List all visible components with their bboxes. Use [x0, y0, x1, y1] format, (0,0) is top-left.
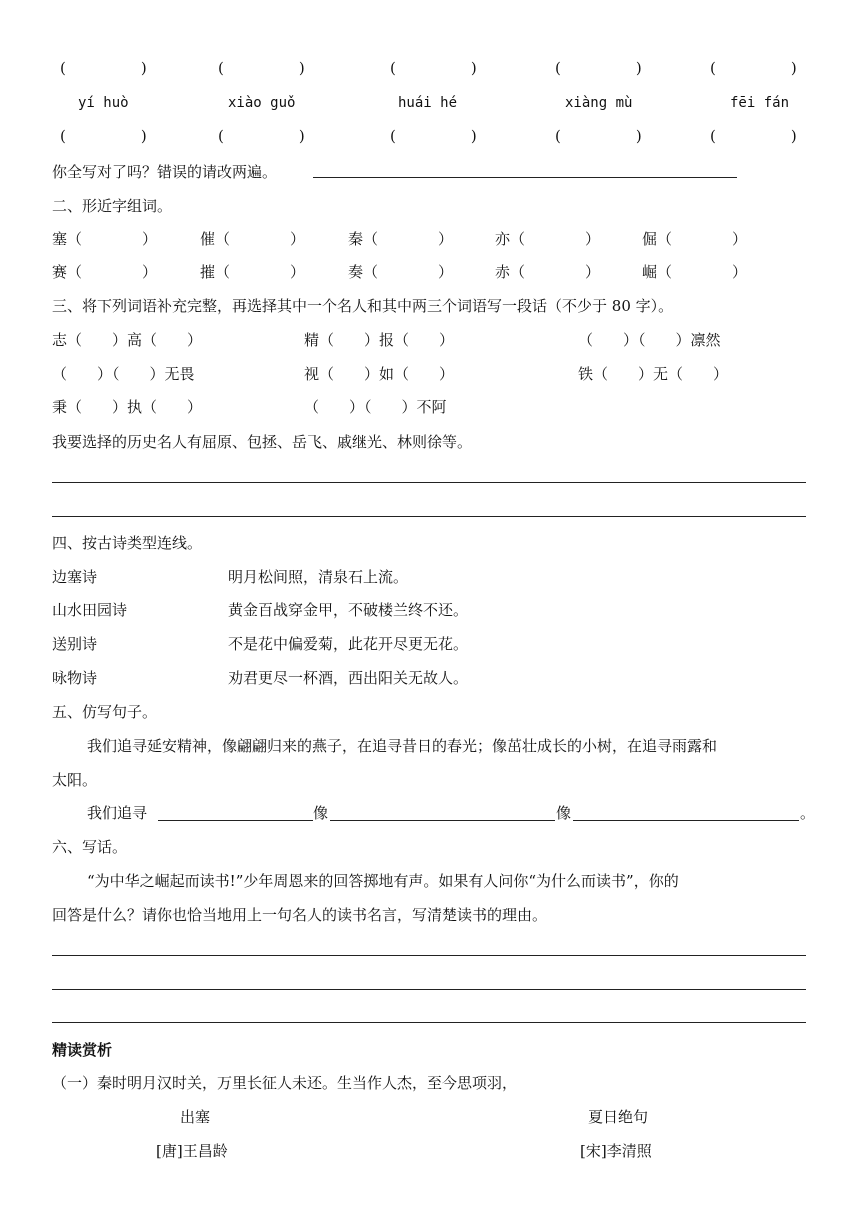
idiom-item[interactable]: 秉（ ）执（ ） [52, 398, 203, 416]
fill-label: 我们追寻 [87, 804, 148, 822]
section-title: 五、仿写句子。 [52, 703, 158, 721]
pinyin-label: xiàng mù [565, 95, 633, 111]
word-item[interactable]: 摧（ ） [200, 263, 306, 281]
writing-line[interactable] [52, 955, 806, 956]
paren-box[interactable]: ( ) [60, 127, 147, 145]
paren-box[interactable]: ( ) [555, 127, 642, 145]
poem-title: 出塞 [180, 1108, 211, 1126]
idiom-item[interactable]: （ ）（ ）不阿 [304, 398, 447, 416]
word-item[interactable]: 奏（ ） [348, 263, 454, 281]
poem-author: [唐]王昌龄 [156, 1142, 228, 1160]
paren-box[interactable]: ( ) [218, 127, 305, 145]
example-sentence: 太阳。 [52, 771, 98, 789]
writing-line[interactable] [52, 516, 806, 517]
poem-line[interactable]: 黄金百战穿金甲，不破楼兰终不还。 [228, 601, 469, 619]
poem-line[interactable]: 劝君更尽一杯酒，西出阳关无故人。 [228, 669, 469, 687]
paren-box[interactable]: ( ) [710, 59, 797, 77]
word-item[interactable]: 秦（ ） [348, 230, 454, 248]
poem-title: 夏日绝句 [588, 1108, 649, 1126]
section-title: 三、将下列词语补充完整，再选择其中一个名人和其中两三个词语写一段话（不少于 80 字）。 [52, 297, 674, 315]
paren-box[interactable]: ( ) [390, 59, 477, 77]
idiom-item[interactable]: 视（ ）如（ ） [304, 365, 455, 383]
word-item[interactable]: 崛（ ） [642, 263, 748, 281]
pinyin-label: xiào guǒ [228, 95, 296, 111]
writing-prompt: “为中华之崛起而读书!”少年周恩来的回答掷地有声。如果有人问你“为什么而读书”，你的 [87, 872, 679, 890]
paren-box[interactable]: ( ) [710, 127, 797, 145]
poem-type[interactable]: 边塞诗 [52, 568, 98, 586]
paren-box[interactable]: ( ) [555, 59, 642, 77]
fill-blank[interactable] [573, 820, 799, 821]
pinyin-label: fēi fán [730, 95, 790, 111]
idiom-item[interactable]: 志（ ）高（ ） [52, 331, 203, 349]
example-sentence: 我们追寻延安精神，像翩翩归来的燕子，在追寻昔日的春光；像茁壮成长的小树，在追寻雨露和 [87, 737, 718, 755]
poem-line[interactable]: 不是花中偏爱菊，此花开尽更无花。 [228, 635, 469, 653]
poem-text: （一）秦时明月汉时关，万里长征人未还。生当作人杰，至今思项羽， [52, 1074, 518, 1092]
section-title: 二、形近字组词。 [52, 197, 173, 215]
writing-line[interactable] [52, 482, 806, 483]
figures-text: 我要选择的历史名人有屈原、包拯、岳飞、戚继光、林则徐等。 [52, 433, 473, 451]
poem-type[interactable]: 送别诗 [52, 635, 98, 653]
check-prompt: 你全写对了吗？错误的请改两遍。 [52, 163, 278, 181]
word-item[interactable]: 倔（ ） [642, 230, 748, 248]
writing-line[interactable] [52, 989, 806, 990]
fill-label: 。 [800, 804, 816, 822]
word-item[interactable]: 塞（ ） [52, 230, 158, 248]
poem-author: [宋]李清照 [580, 1142, 652, 1160]
writing-line[interactable] [52, 1022, 806, 1023]
word-item[interactable]: 催（ ） [200, 230, 306, 248]
fill-blank[interactable] [330, 820, 555, 821]
fill-blank[interactable] [158, 820, 313, 821]
fill-label: 像 [313, 804, 329, 822]
poem-line[interactable]: 明月松间照，清泉石上流。 [228, 568, 409, 586]
pinyin-label: yí huò [78, 95, 129, 111]
idiom-item[interactable]: （ ）（ ）无畏 [52, 365, 195, 383]
word-item[interactable]: 亦（ ） [495, 230, 601, 248]
poem-type[interactable]: 山水田园诗 [52, 601, 128, 619]
word-item[interactable]: 赤（ ） [495, 263, 601, 281]
paren-box[interactable]: ( ) [218, 59, 305, 77]
fill-label: 像 [556, 804, 572, 822]
paren-box[interactable]: ( ) [60, 59, 147, 77]
paren-box[interactable]: ( ) [390, 127, 477, 145]
section-title: 四、按古诗类型连线。 [52, 534, 203, 552]
answer-line[interactable] [313, 177, 737, 178]
writing-prompt: 回答是什么？请你也恰当地用上一句名人的读书名言，写清楚读书的理由。 [52, 906, 548, 924]
idiom-item[interactable]: 精（ ）报（ ） [304, 331, 455, 349]
idiom-item[interactable]: （ ）（ ）凛然 [578, 331, 721, 349]
pinyin-label: huái hé [398, 95, 458, 111]
word-item[interactable]: 赛（ ） [52, 263, 158, 281]
section-title: 六、写话。 [52, 838, 128, 856]
reading-title: 精读赏析 [52, 1041, 113, 1059]
idiom-item[interactable]: 铁（ ）无（ ） [578, 365, 729, 383]
poem-type[interactable]: 咏物诗 [52, 669, 98, 687]
